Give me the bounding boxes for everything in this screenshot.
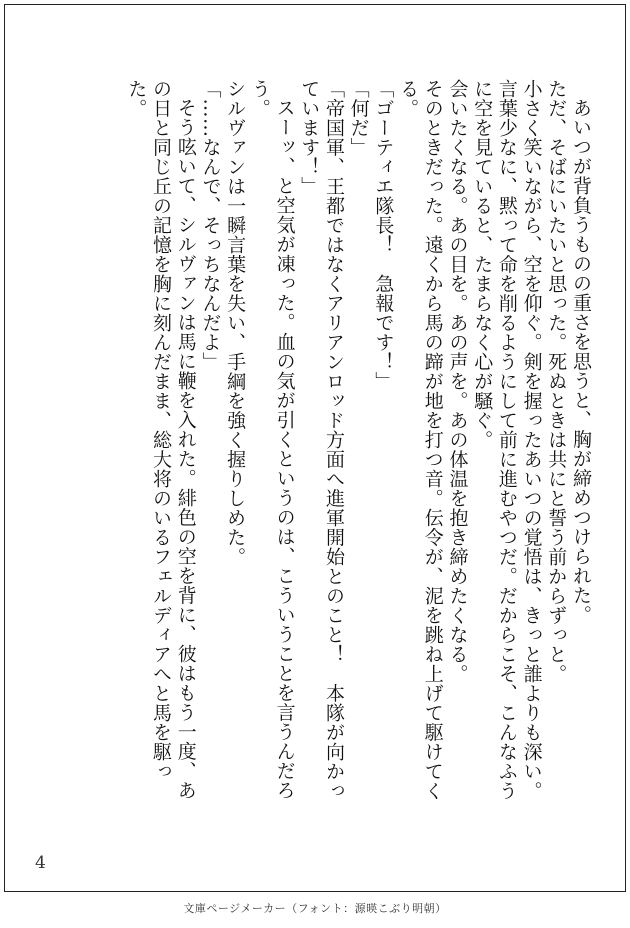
paragraph: 小さく笑いながら、空を仰ぐ。剣を握ったあいつの覚悟は、きっと誰よりも深い。言葉少なに、黙って命を削るようにして前に進むやつだ。だからこそ、こんなふうに空を見ていると、たまらなく心が騒ぐ。 <box>471 79 543 801</box>
paragraph: ただ、そばにいたいと思った。死ぬときは共にと誓う前からずっと。 <box>545 79 568 684</box>
dialogue-line: 「ゴーティエ隊長！ 急報です！」 <box>372 79 395 391</box>
footer-credit: 文庫ページメーカー（フォント：源暎こぶり明朝） <box>183 902 447 915</box>
page-number: 4 <box>35 853 46 873</box>
paragraph: 会いたくなる。あの目を。あの声を。あの体温を抱き締めたくなる。 <box>446 79 469 684</box>
paragraph: シルヴァンは一瞬言葉を失い、手綱を強く握りしめた。 <box>224 79 247 567</box>
book-page <box>4 4 626 892</box>
paragraph: そのときだった。遠くから馬の蹄が地を打つ音。伝令が、泥を跳ね上げて駆けてくる。 <box>397 79 444 801</box>
paragraph: スーッ、と空気が凍った。血の気が引くというのは、こういうことを言うんだろう。 <box>248 79 296 800</box>
dialogue-line: 「帝国軍、王都ではなくアリアンロッド方面へ進軍開始とのこと！ 本隊が向かっています！」 <box>298 79 345 801</box>
dialogue-line: 「……なんで、そっちなんだよ」 <box>199 79 222 372</box>
vertical-text-body <box>124 79 593 819</box>
paragraph: あいつが背負うものの重さを思うと、胸が締めつけられた。 <box>570 98 592 625</box>
dialogue-line: 「何だ」 <box>347 79 370 157</box>
paragraph: そう呟いて、シルヴァンは馬に鞭を入れた。緋色の空を背に、彼はもう一度、あの日と同じ丘の記憶を胸に刻んだまま、総大将のいるフェルディアへと馬を駆った。 <box>125 79 197 800</box>
